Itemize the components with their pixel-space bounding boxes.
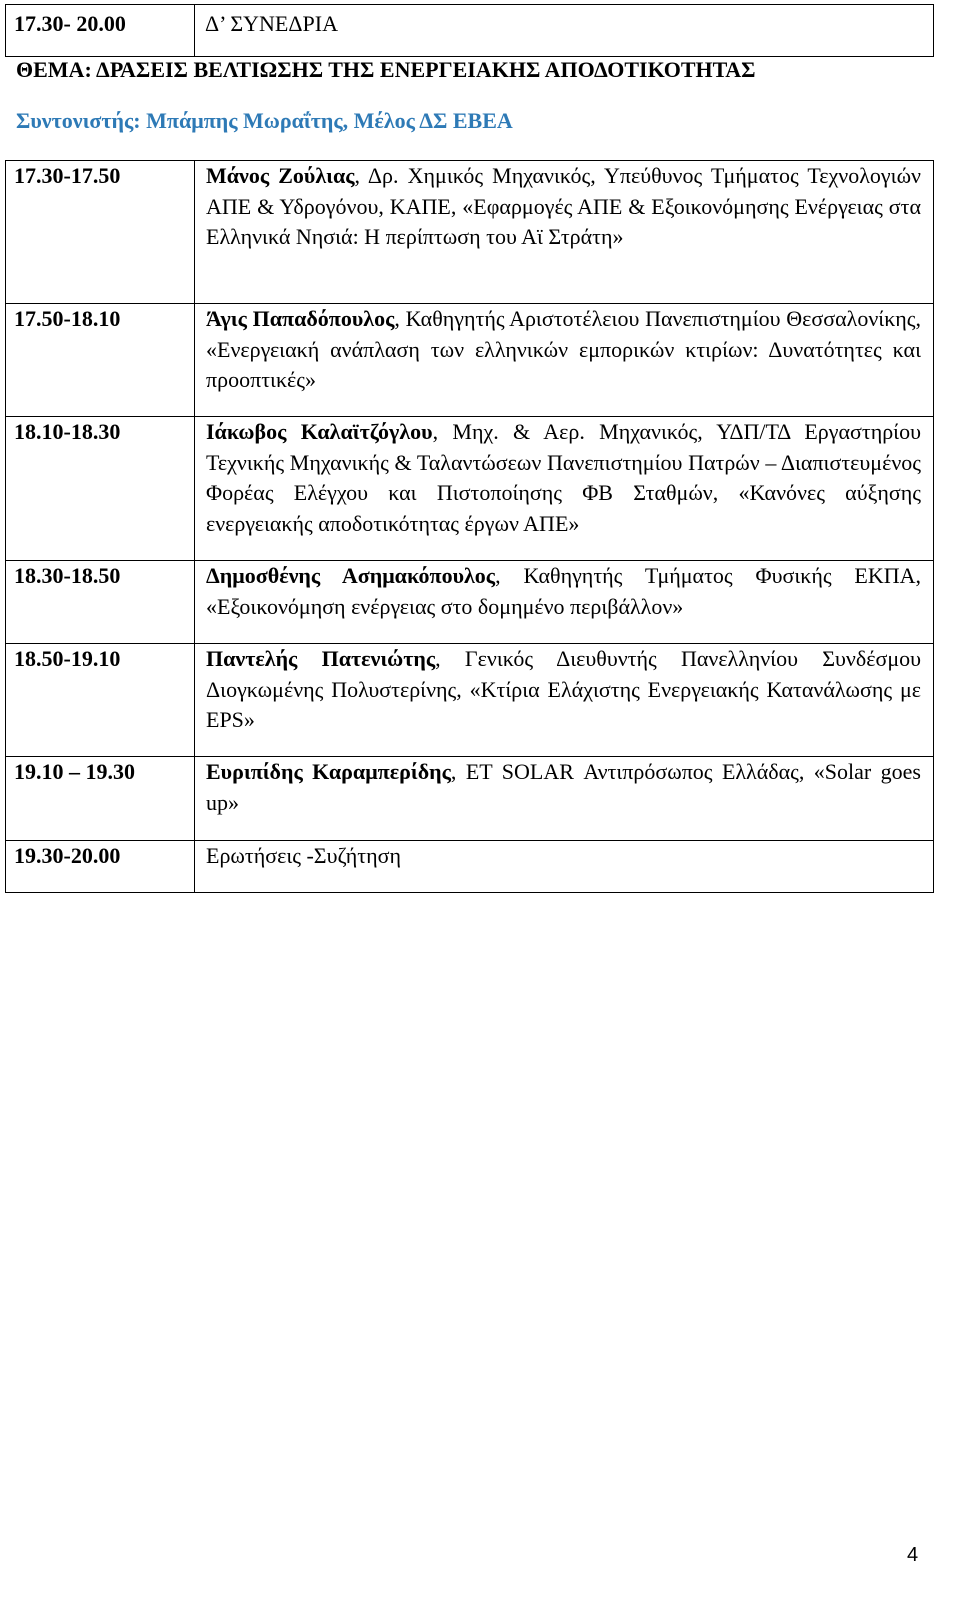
speaker-name: Μάνος Ζούλιας [206, 163, 355, 188]
speaker-name: Ιάκωβος Καλαϊτζόγλου [206, 419, 433, 444]
table-row [6, 644, 933, 757]
talk-description [206, 161, 921, 253]
speaker-name: Άγις Παπαδόπουλος [206, 306, 395, 331]
speaker-name: Παντελής Πατενιώτης [206, 646, 436, 671]
session-header [5, 4, 934, 57]
talk-time: 19.30-20.00 [14, 843, 121, 868]
talk-details: , Μηχ. & Αερ. Μηχανικός, ΥΔΠ/ΤΔ Εργαστηρίου Τεχνικής Μηχανικής & Ταλαντώσεων Πανεπιστημίου Πατρών – Διαπιστευμένος Φορέας Ελέγχου και Πιστοποίησης ΦΒ Σταθμών, «Κανόνες αύξησης ενεργειακής αποδοτικότητας έργων ΑΠΕ» [206, 419, 921, 536]
speaker-name: Ευριπίδης Καραμπερίδης [206, 759, 451, 784]
session-title: Δ’ ΣΥΝΕΔΡΙΑ [205, 11, 338, 36]
table-row [6, 161, 933, 304]
talk-details: , Δρ. Χημικός Μηχανικός, Υπεύθυνος Τμήματος Τεχνολογιών ΑΠΕ & Υδρογόνου, ΚΑΠΕ, «Εφαρμογές ΑΠΕ & Εξοικονόμησης Ενέργειας στα Ελληνικά Νησιά: Η περίπτωση του Αϊ Στράτη» [206, 163, 921, 249]
talk-time: 18.50-19.10 [14, 646, 121, 671]
table-row [6, 841, 933, 894]
talk-time: 18.10-18.30 [14, 419, 121, 444]
talk-details: , Καθηγητής Αριστοτέλειου Πανεπιστημίου Θεσσαλονίκης, «Ενεργειακή ανάπλαση των ελληνικών εμπορικών κτιρίων: Δυνατότητες και προοπτικές» [206, 306, 921, 392]
speaker-name: Δημοσθένης Ασημακόπουλος [206, 563, 496, 588]
session-time: 17.30- 20.00 [14, 11, 126, 36]
talk-description [206, 417, 921, 539]
talk-description [206, 304, 921, 396]
talk-description [206, 561, 921, 622]
talk-details: Ερωτήσεις -Συζήτηση [206, 843, 401, 868]
talk-time: 17.30-17.50 [14, 163, 121, 188]
table-row [6, 304, 933, 417]
talk-time: 17.50-18.10 [14, 306, 121, 331]
session-theme: ΘΕΜΑ: ΔΡΑΣΕΙΣ ΒΕΛΤΙΩΣΗΣ ΤΗΣ ΕΝΕΡΓΕΙΑΚΗΣ ΑΠΟΔΟΤΙΚΟΤΗΤΑΣ [16, 57, 756, 82]
talk-time: 19.10 – 19.30 [14, 759, 135, 784]
talk-description [206, 841, 921, 872]
session-coordinator: Συντονιστής: Μπάμπης Μωραΐτης, Μέλος ΔΣ ΕΒΕΑ [16, 108, 513, 133]
talk-description [206, 757, 921, 818]
talk-details: , ET SOLAR Αντιπρόσωπος Ελλάδας, «Solar goes up» [206, 759, 921, 815]
table-row [6, 757, 933, 841]
talk-details: , Καθηγητής Τμήματος Φυσικής ΕΚΠΑ, «Εξοικονόμηση ενέργειας στο δομημένο περιβάλλον» [206, 563, 921, 619]
talk-time: 18.30-18.50 [14, 563, 121, 588]
column-divider [194, 5, 195, 56]
table-row [6, 561, 933, 644]
program-table [5, 160, 934, 893]
talk-description [206, 644, 921, 736]
talk-details: , Γενικός Διευθυντής Πανελληνίου Συνδέσμου Διογκωμένης Πολυστερίνης, «Κτίρια Ελάχιστης Ενεργειακής Κατανάλωσης με EPS» [206, 646, 922, 732]
page-number: 4 [907, 1544, 919, 1566]
table-row [6, 417, 933, 561]
